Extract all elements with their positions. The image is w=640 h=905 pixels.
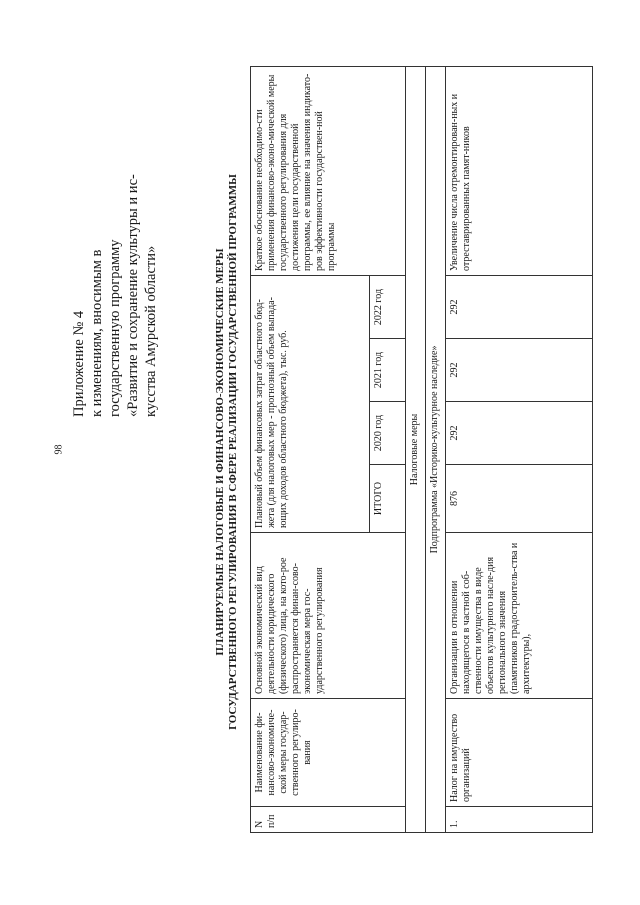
appendix-line: Приложение № 4 [71,310,87,417]
appendix-line: государственную программу [107,239,123,417]
header-justification: Краткое обоснование необходимо-сти применения финансово-эконо-мической меры государственного регулирования для достижения цели государственной программы, ее влияние на значения индикато-ров эффективности государствен-ной программы [251,66,406,275]
header-num: N п/п [251,807,406,833]
section-row [406,66,426,832]
title-line: ГОСУДАРСТВЕННОГО РЕГУЛИРОВАНИЯ В СФЕРЕ РЕАЛИЗАЦИИ ГОСУДАРСТВЕННОЙ ПРОГРАММЫ [227,174,239,730]
subheader-2021: 2021 год [370,339,406,402]
row-num: 1. [446,807,593,833]
table-header-row [251,66,370,832]
row-2021: 292 [446,339,593,402]
page-number: 98 [53,444,65,455]
row-activity: Организации в отношении находящегося в частной соб-ственности имущества в виде объектов культурного насле-дия регионального значения (памятников градостроитель-ства и архитектуры), [446,533,593,699]
subheader-2022: 2022 год [370,275,406,338]
header-volume: Плановый объем финансовых затрат областного бюд-жета (для налоговых мер - прогнозный объем выпада-ющих доходов областного бюджета), тыс. руб. [251,275,370,532]
appendix-line: «Развитие и сохранение культуры и ис- [125,174,141,417]
row-name: Налог на имущество организаций [446,699,593,807]
row-2020: 292 [446,402,593,465]
appendix-note [70,77,160,417]
title-line: ПЛАНИРУЕМЫЕ НАЛОГОВЫЕ И ФИНАНСОВО-ЭКОНОМИЧЕСКИЕ МЕРЫ [214,248,226,656]
measures-table [250,66,593,833]
row-total: 876 [446,465,593,533]
subheader-total: ИТОГО [370,465,406,533]
subprogram-label: Подпрограмма «Историко-культурное наследие» [426,66,446,832]
appendix-line: кусства Амурской области» [143,245,159,417]
appendix-line: к изменениям, вносимым в [89,249,105,417]
table-row [446,66,593,832]
row-2022: 292 [446,275,593,338]
rotated-document [68,67,532,837]
subprogram-row [426,66,446,832]
header-activity: Основной экономический вид деятельности юридического (физического) лица, на кото-рое распространяется финан-сово-экономическая мера гос-ударственного регулирования [251,533,406,699]
subheader-2020: 2020 год [370,402,406,465]
header-name: Наименование фи-нансово-экономиче-ской меры государ-ственного регулиро-вания [251,699,406,807]
row-justification: Увеличение числа отремонтирован-ных и отреставрированных памят-ников [446,66,593,275]
document-title [214,67,240,837]
section-label: Налоговые меры [406,66,426,832]
